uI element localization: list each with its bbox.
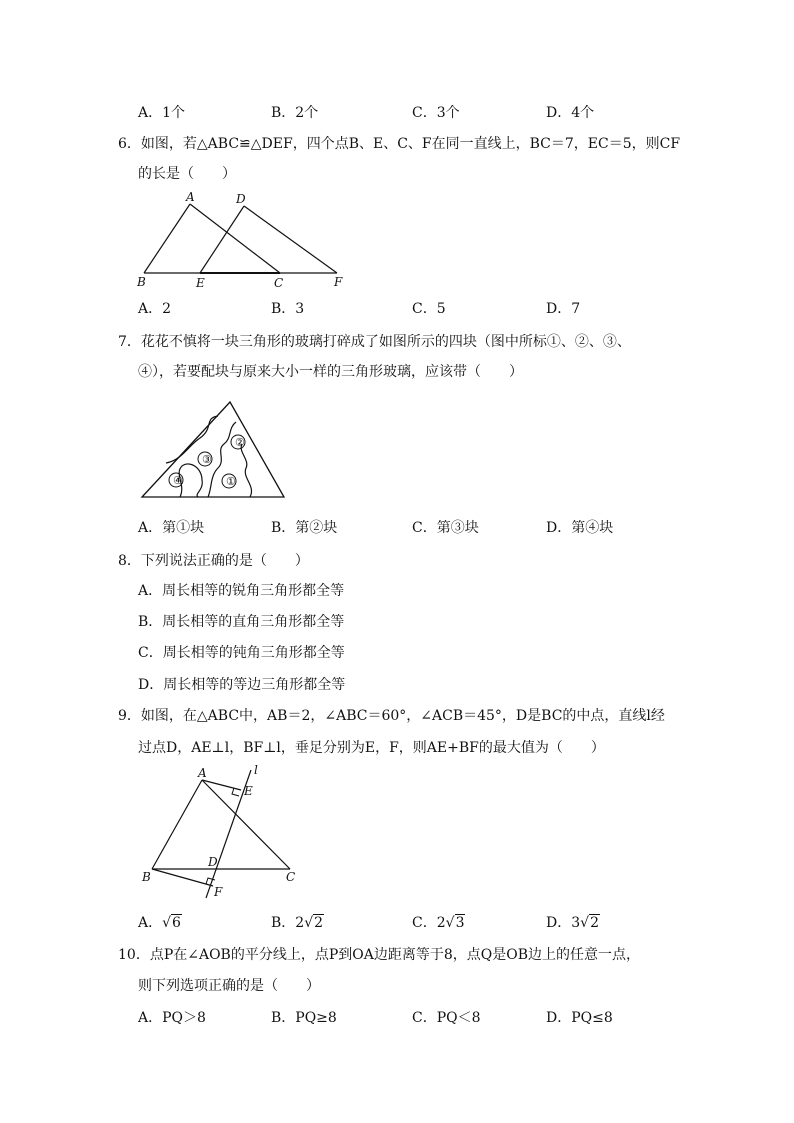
q7-option-a[interactable]: A．第①块 xyxy=(138,520,205,536)
q9-option-d-prefix: D． xyxy=(546,915,572,931)
q7-crack-4 xyxy=(241,444,251,497)
q9-option-c-prefix: C． xyxy=(412,915,437,931)
q9-option-c[interactable] xyxy=(412,914,465,932)
q6-label-a: A xyxy=(186,190,195,204)
q9-label-e: E xyxy=(244,784,253,798)
q7-option-b[interactable]: B．第②块 xyxy=(271,520,338,536)
q6-side-ac xyxy=(190,204,280,273)
q7-triangle-outline xyxy=(142,402,284,497)
q7-option-d[interactable]: D．第④块 xyxy=(546,520,614,536)
q5-option-a[interactable]: A．1个 xyxy=(138,105,186,121)
q9-right-angle-f xyxy=(206,878,215,884)
q9-option-b-coef: 2 xyxy=(295,915,305,931)
q9-option-b-prefix: B． xyxy=(271,915,296,931)
q10-stem-line2: 则下列选项正确的是（ ） xyxy=(138,978,320,994)
q6-stem-line2: 的长是（ ） xyxy=(138,166,236,182)
q6-label-b: B xyxy=(137,275,146,289)
q10-stem-line1: 10．点P在∠AOB的平分线上，点P到OA边距离等于8，点Q是OB边上的任意一点， xyxy=(118,947,640,963)
q6-option-d[interactable]: D．7 xyxy=(546,301,581,317)
q6-option-c[interactable]: C．5 xyxy=(412,301,446,317)
q7-piece-1: ① xyxy=(226,475,236,488)
q9-option-a[interactable] xyxy=(138,914,182,932)
q6-option-a[interactable]: A．2 xyxy=(138,301,172,317)
q5-option-b[interactable]: B．2个 xyxy=(271,105,319,121)
q9-option-c-coef: 2 xyxy=(436,915,446,931)
q9-option-a-prefix: A． xyxy=(138,915,163,931)
q7-piece-4: ④ xyxy=(173,474,183,487)
q7-piece-2: ② xyxy=(235,436,245,449)
q9-side-ab xyxy=(152,780,202,869)
q6-label-c: C xyxy=(274,276,284,290)
q10-option-a[interactable]: A．PQ＞8 xyxy=(138,1010,206,1026)
q9-option-d[interactable] xyxy=(546,914,600,932)
q9-option-c-radicand: 3 xyxy=(455,915,465,931)
q9-label-b: B xyxy=(142,870,151,884)
q6-label-f: F xyxy=(334,275,343,289)
q9-label-a: A xyxy=(198,766,207,780)
q7-option-c[interactable]: C．第③块 xyxy=(412,520,479,536)
q7-broken-glass-figure xyxy=(138,398,290,502)
q8-option-c[interactable]: C．周长相等的钝角三角形都全等 xyxy=(138,645,345,661)
q9-option-b-sqrt: √2 xyxy=(304,915,324,931)
q9-option-a-sqrt: √6 xyxy=(162,915,181,931)
q9-label-f: F xyxy=(214,885,223,899)
q9-label-c: C xyxy=(286,870,296,884)
q5-option-d[interactable]: D．4个 xyxy=(546,105,595,121)
q9-option-b-radicand: 2 xyxy=(314,915,324,931)
q8-option-a[interactable]: A．周长相等的锐角三角形都全等 xyxy=(138,583,345,599)
q5-option-c[interactable]: C．3个 xyxy=(412,105,460,121)
q9-option-c-sqrt: √3 xyxy=(445,915,465,931)
q6-label-e: E xyxy=(196,276,205,290)
q9-option-d-radicand: 2 xyxy=(590,915,599,931)
q9-stem-line1: 9．如图，在△ABC中，AB＝2，∠ABC＝60°，∠ACB＝45°，D是BC的中点，直线l经 xyxy=(118,708,665,724)
q6-side-df xyxy=(244,206,337,273)
q7-stem-line2: ④），若要配块与原来大小一样的三角形玻璃，应该带（ ） xyxy=(138,364,523,380)
q9-option-d-coef: 3 xyxy=(571,915,581,931)
q7-stem-line1: 7．花花不慎将一块三角形的玻璃打碎成了如图所示的四块（图中所标①、②、③、 xyxy=(118,334,631,350)
q8-option-d[interactable]: D．周长相等的等边三角形都全等 xyxy=(138,677,346,693)
q8-stem: 8．下列说法正确的是（ ） xyxy=(118,553,309,569)
q6-label-d: D xyxy=(236,192,246,206)
q9-segment-bf xyxy=(152,869,213,886)
q9-option-d-sqrt: √2 xyxy=(580,915,599,931)
q8-option-b[interactable]: B．周长相等的直角三角形都全等 xyxy=(138,614,345,630)
q9-option-a-radicand: 6 xyxy=(172,915,181,931)
q9-stem-line2: 过点D，AE⊥l，BF⊥l，垂足分别为E，F，则AE+BF的最大值为（ ） xyxy=(138,740,605,756)
q10-option-d[interactable]: D．PQ≤8 xyxy=(546,1010,613,1026)
q7-piece-3: ③ xyxy=(202,453,212,466)
q10-option-c[interactable]: C．PQ＜8 xyxy=(412,1010,481,1026)
q10-option-b[interactable]: B．PQ≥8 xyxy=(271,1010,337,1026)
q9-triangle-figure xyxy=(136,760,306,900)
q9-label-d: D xyxy=(208,855,218,869)
q6-option-b[interactable]: B．3 xyxy=(271,301,305,317)
q6-triangles-figure xyxy=(134,190,354,290)
q6-stem-line1: 6．如图，若△ABC≌△DEF，四个点B、E、C、F在同一直线上，BC＝7，EC＝5，则CF xyxy=(118,136,681,152)
q9-segment-ae xyxy=(202,780,241,790)
q6-side-ab xyxy=(144,204,190,273)
q9-option-b[interactable] xyxy=(271,914,324,932)
q9-label-l: l xyxy=(254,763,258,777)
